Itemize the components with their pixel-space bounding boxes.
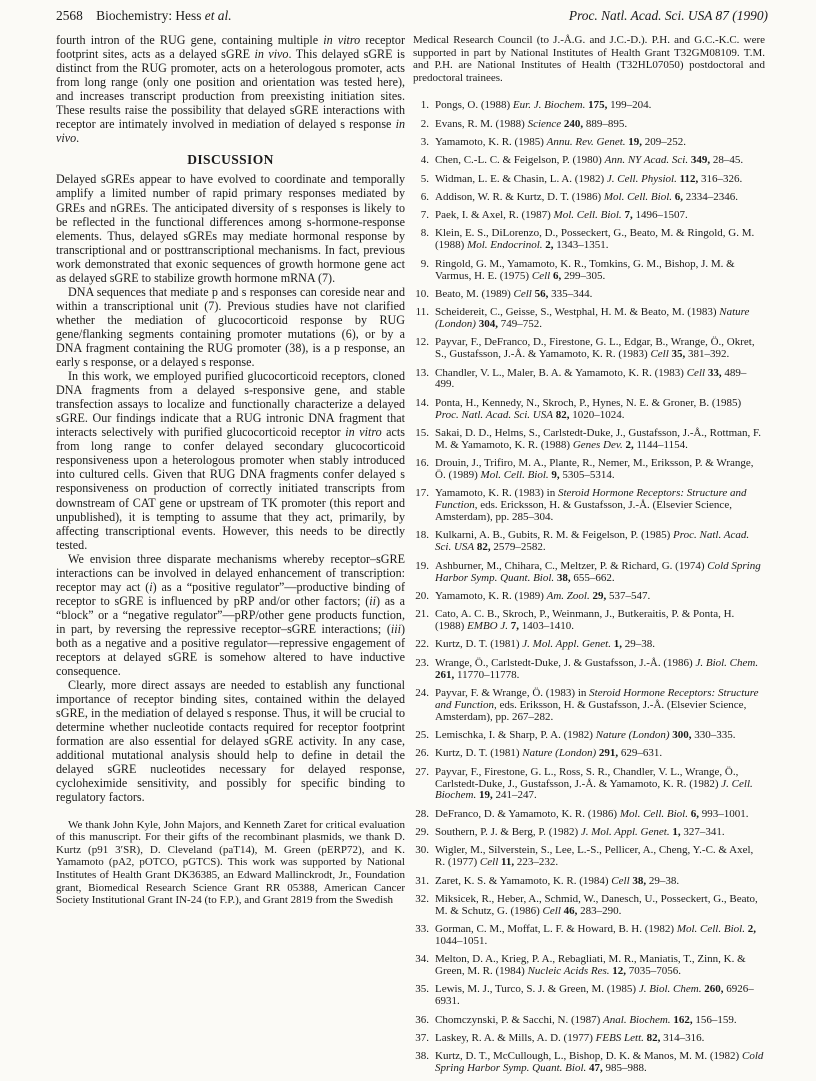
reference-number: 12.: [415, 336, 429, 349]
reference-pages: 314–316.: [660, 1031, 705, 1044]
reference-volume: 19,: [625, 135, 643, 148]
reference-pages: 156–159.: [692, 1013, 737, 1026]
reference-journal: Annu. Rev. Genet.: [546, 135, 626, 148]
reference-journal: Mol. Cell. Biol.: [553, 209, 622, 222]
reference-item: [413, 210, 765, 222]
reference-number: 30.: [415, 844, 429, 857]
reference-number: 31.: [415, 874, 429, 887]
reference-number: 17.: [415, 487, 429, 500]
acknowledgment: We thank John Kyle, John Majors, and Kenneth Zaret for critical evaluation of this manuscript. For their gifts of the recombinant plasmids, we thank D. Kurtz (p91 3′SR), D. Cleveland (paT14), M. Green (pERP72), and K. Yamamoto (pA2, pOTCO, pGTCS). This work was supported by National Institutes of Health Grant DK36385, an Edward Mallinckrodt, Jr., Foundation grant, Biomedical Research Science Grant RR 05388, American Cancer Society Institutional Grant IN-24 (to F.P.), and Grant 2819 from the Swedish: [56, 818, 405, 907]
reference-volume: 261,: [435, 668, 455, 681]
reference-journal: Cold Spring Harbor Symp. Quant. Biol.: [435, 1050, 764, 1075]
reference-journal: Eur. J. Biochem.: [512, 99, 586, 112]
reference-pages: 7035–7056.: [626, 965, 682, 978]
reference-authors: Chen, C.-L. C. & Feigelson, P. (1980): [435, 154, 605, 167]
reference-pages: 209–252.: [642, 135, 687, 148]
reference-item: [413, 876, 765, 888]
reference-authors: Addison, W. R. & Kurtz, D. T. (1986): [435, 190, 604, 203]
reference-number: 4.: [420, 154, 429, 167]
reference-journal: Nature (London): [522, 747, 597, 760]
reference-number: 16.: [415, 457, 429, 470]
reference-journal: Proc. Natl. Acad. Sci. USA: [435, 408, 553, 421]
reference-number: 14.: [415, 396, 429, 409]
reference-number: 9.: [420, 257, 429, 270]
reference-journal: Cold Spring Harbor Symp. Quant. Biol.: [435, 559, 761, 584]
reference-pages: 28–45.: [710, 154, 744, 167]
reference-pages: 335–344.: [548, 287, 593, 300]
reference-volume: 7,: [621, 209, 633, 222]
reference-volume: 19,: [476, 789, 493, 802]
reference-pages: 5305–5314.: [559, 469, 615, 482]
reference-journal: Steroid Hormone Receptors: Structure and Function: [435, 686, 759, 711]
reference-authors: Melton, D. A., Krieg, P. A., Rebagliati, M. R., Maniatis, T., Zinn, K. & Green, M. R. (1984): [435, 953, 746, 978]
reference-pages: 985–988.: [602, 1062, 647, 1075]
reference-journal: J. Cell. Biochem.: [435, 777, 753, 802]
reference-number: 38.: [415, 1050, 429, 1063]
reference-number: 23.: [415, 656, 429, 669]
reference-volume: 1,: [610, 638, 622, 651]
reference-journal: Nucleic Acids Res.: [527, 965, 610, 978]
reference-item: [413, 1015, 765, 1027]
reference-authors: Klein, E. S., DiLorenzo, D., Posseckert, G., Beato, M. & Ringold, G. M. (1988): [435, 227, 755, 252]
reference-number: 21.: [415, 608, 429, 621]
reference-journal: Mol. Cell. Biol.: [619, 807, 688, 820]
reference-volume: 349,: [688, 154, 711, 167]
reference-journal: J. Cell. Physiol.: [606, 172, 677, 185]
reference-number: 27.: [415, 765, 429, 778]
reference-item: [413, 137, 765, 149]
reference-journal: Cell: [479, 856, 499, 869]
reference-pages: 327–341.: [680, 826, 725, 838]
reference-volume: 82,: [552, 408, 570, 421]
reference-number: 37.: [415, 1031, 429, 1044]
reference-pages: 381–392.: [685, 348, 730, 361]
intro-paragraph: fourth intron of the RUG gene, containing multiple in vitro receptor footprint sites, acts as a delayed sGRE in vivo. This delayed sGRE is distinct from the RUG promoter, acts on a heterologous promoter, acts from long range (only one position and orientation was tested here), and increases transcript production from preexisting initiation sites. These results raise the possibility that delayed sGRE interactions with receptor are intimately involved in mediation of delayed s response in vivo.: [56, 33, 405, 146]
reference-authors: Southern, P. J. & Berg, P. (1982): [435, 826, 581, 838]
reference-volume: 291,: [596, 747, 619, 760]
reference-volume: 304,: [475, 318, 498, 331]
reference-volume: 46,: [560, 904, 578, 917]
reference-authors: Ringold, G. M., Yamamoto, K. R., Tomkins, G. M., Bishop, J. M. & Varmus, H. E. (1975): [435, 257, 735, 282]
reference-pages: 299–305.: [561, 269, 606, 282]
reference-number: 29.: [415, 826, 429, 838]
reference-authors: Lewis, M. J., Turco, S. J. & Green, M. (1985): [435, 983, 639, 996]
reference-authors: Yamamoto, K. R. (1983) in: [435, 487, 558, 500]
reference-journal: Nature (London): [435, 306, 750, 331]
reference-number: 15.: [415, 426, 429, 439]
reference-pages: 6926–6931.: [435, 983, 754, 1008]
reference-authors: Miksicek, R., Heber, A., Schmid, W., Danesch, U., Posseckert, G., Beato, M. & Schutz, G. (1986): [435, 892, 758, 917]
reference-pages: 655–662.: [570, 571, 615, 584]
reference-pages: 316–326.: [698, 172, 743, 185]
reference-authors: Kurtz, D. T., McCullough, L., Bishop, D. K. & Manos, M. M. (1982): [435, 1050, 742, 1063]
reference-number: 19.: [415, 559, 429, 572]
reference-journal: Cell: [513, 287, 532, 300]
reference-item: [413, 591, 765, 603]
reference-journal: Am. Zool.: [546, 589, 590, 602]
reference-authors: Kulkarni, A. B., Gubits, R. M. & Feigelson, P. (1985): [435, 529, 674, 542]
reference-item: [413, 809, 765, 821]
reference-pages: 1044–1051.: [435, 934, 488, 947]
running-header: [56, 8, 768, 28]
reference-authors: Widman, L. E. & Chasin, L. A. (1982): [435, 172, 607, 185]
reference-pages: 1403–1410.: [519, 620, 575, 633]
reference-number: 22.: [415, 638, 429, 651]
reference-journal: Mol. Cell. Biol.: [480, 469, 549, 482]
reference-pages: 29–38.: [646, 874, 680, 887]
reference-volume: 33,: [705, 366, 722, 379]
reference-volume: 38,: [554, 571, 571, 584]
reference-authors: Chomczynski, P. & Sacchi, N. (1987): [435, 1013, 604, 1026]
reference-number: 6.: [420, 190, 429, 203]
reference-item: [413, 337, 765, 361]
reference-journal: Genes Dev.: [572, 438, 623, 451]
reference-authors: Kurtz, D. T. (1981): [435, 747, 523, 760]
reference-item: [413, 639, 765, 651]
reference-number: 32.: [415, 892, 429, 905]
reference-volume: 2,: [744, 923, 756, 935]
reference-item: [413, 845, 765, 869]
reference-journal: Cell: [611, 874, 630, 887]
reference-pages: 993–1001.: [699, 807, 749, 820]
reference-number: 5.: [420, 172, 429, 185]
reference-volume: 260,: [701, 983, 724, 996]
discussion-paragraph-2: DNA sequences that mediate p and s responses can coreside near and within a transcriptional unit (7). Previous studies have not clarified whether the mediation of glucocorticoid response by RUG gene/flanking segments containing promoter mutations (6), or by a DNA fragment containing the RUG promoter (38), is a p response, an early s response, or a delayed s response.: [56, 284, 405, 370]
reference-list: [413, 100, 765, 1075]
reference-volume: 38,: [629, 874, 647, 887]
reference-pages: 749–752.: [497, 318, 542, 331]
reference-volume: 2,: [622, 438, 634, 451]
reference-item: [413, 368, 765, 392]
reference-pages: 629–631.: [618, 747, 663, 760]
reference-journal: Mol. Cell. Biol.: [676, 923, 745, 935]
reference-authors: Gorman, C. M., Moffat, L. F. & Howard, B. H. (1982): [435, 923, 677, 935]
reference-authors: Evans, R. M. (1988): [435, 117, 528, 130]
reference-item: [413, 228, 765, 252]
reference-authors: Pongs, O. (1988): [435, 99, 513, 112]
reference-volume: 162,: [670, 1013, 693, 1026]
reference-number: 11.: [415, 306, 429, 319]
reference-journal: Cell: [686, 366, 706, 379]
reference-pages: 2579–2582.: [490, 541, 546, 554]
reference-number: 24.: [415, 686, 429, 699]
reference-pages: 330–335.: [691, 729, 736, 741]
reference-number: 33.: [415, 923, 429, 935]
reference-authors: Paek, I. & Axel, R. (1987): [435, 209, 554, 222]
reference-pages: 11770–11778.: [454, 668, 520, 681]
reference-authors: Payvar, F., DeFranco, D., Firestone, G. L., Edgar, B., Wrange, Ö., Okret, S., Gustafsson, J.-Å. & Yamamoto, K. R. (1983): [435, 336, 755, 361]
reference-item: [413, 984, 765, 1008]
reference-pages: 489–499.: [435, 366, 747, 391]
discussion-paragraph-3: In this work, we employed purified glucocorticoid receptors, cloned DNA fragments from a delayed s-responsive gene, and stable transfection assays to localize and functionally characterize a delayed sGRE. Our findings indicate that a RUG intronic DNA fragment that interacts selectively with purified glucocorticoid receptor in vitro acts from long range to confer delayed secondary glucocorticoid responsiveness upon a heterologous promoter when stably introduced into cultured cells. Given that RUG DNA fragments confer delayed s responsiveness on production of correctly initiated transcripts from downstream of CAT gene or upstream of TK promoter (this report and unpublished), it is tempting to assume that they act, primarily, by affecting transcriptional events. However, this needs to be directly tested.: [56, 369, 405, 552]
reference-pages: 223–232.: [514, 856, 559, 869]
reference-item: [413, 658, 765, 682]
left-column: [56, 33, 405, 907]
reference-volume: 29,: [589, 589, 607, 602]
reference-volume: 56,: [531, 287, 549, 300]
reference-item: [413, 894, 765, 918]
reference-volume: 300,: [669, 729, 692, 741]
reference-volume: 6,: [550, 269, 562, 282]
reference-volume: 6,: [672, 190, 684, 203]
reference-journal: EMBO J.: [467, 620, 509, 633]
reference-authors: Yamamoto, K. R. (1989): [435, 589, 547, 602]
reference-authors: Lemischka, I. & Sharp, P. A. (1982): [435, 729, 596, 741]
right-column: [413, 33, 765, 1081]
journal-citation: Proc. Natl. Acad. Sci. USA 87 (1990): [568, 8, 768, 23]
reference-item: [413, 954, 765, 978]
reference-item: [413, 289, 765, 301]
reference-pages: , eds. Eriksson, H. & Gustafsson, J.-Å. (Elsevier Science, Amsterdam), pp. 267–282.: [435, 698, 747, 723]
reference-journal: FEBS Lett.: [595, 1031, 644, 1044]
reference-item: [413, 561, 765, 585]
reference-item: [413, 192, 765, 204]
reference-volume: 11,: [498, 856, 515, 869]
reference-volume: 240,: [561, 117, 584, 130]
reference-number: 20.: [415, 589, 429, 602]
discussion-paragraph-1: Delayed sGREs appear to have evolved to coordinate and temporally amplify a limited number of rapid primary responses mediated by GREs and nGREs. The anticipated diversity of s responses is likely to be reflected in the functional differences among s-hormone-response elements. Thus, delayed sGREs may mediate hormonal response by transcriptional and or posttranscriptional mechanisms. In fact, previous work demonstrated that exonic sequences of growth hormone gene act as delayed sGRE to stabilize growth hormone mRNA (7).: [56, 172, 405, 285]
reference-number: 7.: [420, 209, 429, 222]
reference-journal: Cell: [542, 904, 561, 917]
et-al: et al.: [204, 8, 232, 23]
reference-item: [413, 307, 765, 331]
reference-number: 26.: [415, 747, 429, 760]
reference-authors: Ashburner, M., Chihara, C., Meltzer, P. & Richard, G. (1974): [435, 559, 708, 572]
reference-pages: 1496–1507.: [632, 209, 688, 222]
reference-journal: Mol. Endocrinol.: [467, 239, 543, 252]
reference-item: [413, 458, 765, 482]
reference-item: [413, 530, 765, 554]
reference-volume: 35,: [668, 348, 686, 361]
reference-item: [413, 1051, 765, 1075]
reference-journal: Proc. Natl. Acad. Sci. USA: [435, 529, 750, 554]
reference-pages: 1343–1351.: [553, 239, 609, 252]
reference-journal: Anal. Biochem.: [603, 1013, 671, 1026]
page-number: 2568: [56, 8, 83, 23]
reference-pages: 1020–1024.: [569, 408, 625, 421]
reference-volume: 47,: [586, 1062, 603, 1075]
reference-item: [413, 827, 765, 839]
reference-journal: J. Mol. Appl. Genet.: [522, 638, 611, 651]
reference-item: [413, 730, 765, 742]
reference-authors: Drouin, J., Trifiro, M. A., Plante, R., Nemer, M., Eriksson, P. & Wrange, Ö. (1989): [435, 457, 754, 482]
discussion-paragraph-4: We envision three disparate mechanisms whereby receptor–sGRE interactions can be involved in delayed enhancement of transcription: receptor may act (i) as a “positive regulator”—productive binding of receptor to sGRE is influenced by pRP and/or other factors; (ii) as a “block” or a “negative regulator”—pRP/other gene products function, in part, by reversing the repressive receptor–sGRE interactions; (iii) both as a negative and a positive regulator—repressive engagement of receptors at delayed sGRE is somehow altered to have inductive consequence.: [56, 551, 405, 679]
reference-journal: Cell: [531, 269, 551, 282]
reference-volume: 12,: [609, 965, 627, 978]
reference-authors: Payvar, F., Firestone, G. L., Ross, S. R., Chandler, V. L., Wrange, Ö., Carlstedt-Duke, J., Gustafsson, J.-Å. & Yamamoto, K. R. (1982): [435, 765, 739, 790]
reference-number: 36.: [415, 1013, 429, 1026]
reference-number: 28.: [415, 807, 429, 820]
reference-authors: Cato, A. C. B., Skroch, P., Weinmann, J., Butkeraitis, P. & Ponta, H. (1988): [435, 608, 735, 633]
discussion-paragraph-5: Clearly, more direct assays are needed to establish any functional importance of receptor binding sites, contained within the delayed sGRE, in the mediation of delayed s response. Thus, it will be crucial to determine whether nucleotide contacts required for receptor footprint formation are also essential for delayed sGRE activity. In any case, additional mutational analysis should help to define in detail the delayed sGRE nucleotides necessary for delayed response, cycloheximide sensitivity, and possibly for specific binding to regulatory factors.: [56, 678, 405, 805]
reference-journal: J. Biol. Chem.: [638, 983, 702, 996]
reference-item: [413, 609, 765, 633]
reference-authors: Beato, M. (1989): [435, 287, 514, 300]
reference-journal: J. Biol. Chem.: [695, 656, 759, 669]
header-left: [56, 8, 232, 24]
reference-volume: 7,: [508, 620, 520, 633]
reference-pages: 2334–2346.: [683, 190, 739, 203]
reference-authors: Ponta, H., Kennedy, N., Skroch, P., Hynes, N. E. & Groner, B. (1985): [435, 396, 742, 409]
reference-volume: 2,: [542, 239, 554, 252]
reference-journal: Cell: [650, 348, 669, 361]
reference-number: 10.: [415, 287, 429, 300]
reference-pages: , eds. Ericksson, H. & Gustafsson, J.-Å. (Elsevier Science, Amsterdam), pp. 285–304.: [435, 499, 732, 524]
reference-item: [413, 767, 765, 803]
reference-volume: 112,: [676, 172, 699, 185]
reference-pages: 29–38.: [621, 638, 655, 651]
reference-authors: Laskey, R. A. & Mills, A. D. (1977): [435, 1031, 596, 1044]
reference-authors: Kurtz, D. T. (1981): [435, 638, 523, 651]
reference-item: [413, 259, 765, 283]
reference-journal: J. Mol. Appl. Genet.: [580, 826, 670, 838]
reference-number: 3.: [420, 135, 429, 148]
reference-item: [413, 174, 765, 186]
reference-item: [413, 100, 765, 112]
reference-journal: Mol. Cell. Biol.: [603, 190, 673, 203]
reference-authors: Payvar, F. & Wrange, Ö. (1983) in: [435, 686, 590, 699]
reference-item: [413, 428, 765, 452]
reference-item: [413, 688, 765, 724]
reference-item: [413, 155, 765, 167]
reference-pages: 199–204.: [607, 99, 652, 112]
reference-volume: 6,: [688, 807, 699, 820]
reference-volume: 82,: [643, 1031, 661, 1044]
section-authors: Biochemistry: Hess: [96, 8, 205, 23]
reference-number: 18.: [415, 529, 429, 542]
reference-authors: Wigler, M., Silverstein, S., Lee, L.-S., Pellicer, A., Cheng, Y.-C. & Axel, R. (1977): [435, 844, 754, 869]
reference-authors: Sakai, D. D., Helms, S., Carlstedt-Duke, J., Gustafsson, J.-Å., Rottman, F. M. & Yamamoto, K. R. (1988): [435, 426, 762, 451]
reference-authors: Zaret, K. S. & Yamamoto, K. R. (1984): [435, 874, 612, 887]
reference-volume: 9,: [548, 469, 560, 482]
reference-number: 8.: [420, 227, 429, 240]
reference-authors: Chandler, V. L., Maler, B. A. & Yamamoto, K. R. (1983): [435, 366, 687, 379]
acknowledgment-continued: Medical Research Council (to J.-Å.G. and J.C.-D.). P.H. and G.C.-K.C. were supported in part by National Institutes of Health Grant T32GM08109. T.M. and P.H. are National Institutes of Health (T32HL07050) postdoctoral and predoctoral trainees.: [413, 34, 765, 84]
reference-number: 13.: [415, 366, 429, 379]
reference-authors: DeFranco, D. & Yamamoto, K. R. (1986): [435, 807, 620, 820]
reference-item: [413, 398, 765, 422]
reference-number: 35.: [415, 983, 429, 996]
reference-number: 25.: [415, 729, 429, 741]
reference-volume: 1,: [669, 826, 681, 838]
reference-authors: Scheidereit, C., Geisse, S., Westphal, H. M. & Beato, M. (1983): [435, 306, 720, 319]
reference-authors: Wrange, Ö., Carlstedt-Duke, J. & Gustafsson, J.-Å. (1986): [435, 656, 696, 669]
reference-authors: Yamamoto, K. R. (1985): [435, 135, 547, 148]
reference-volume: 175,: [585, 99, 608, 112]
reference-pages: 241–247.: [492, 789, 537, 802]
reference-journal: Science: [527, 117, 562, 130]
reference-item: [413, 488, 765, 524]
discussion-heading: DISCUSSION: [187, 152, 274, 168]
reference-pages: 889–895.: [583, 117, 628, 130]
reference-item: [413, 119, 765, 131]
reference-item: [413, 748, 765, 760]
reference-number: 1.: [420, 99, 429, 112]
reference-number: 2.: [420, 117, 429, 130]
reference-pages: 1144–1154.: [633, 438, 688, 451]
reference-journal: Steroid Hormone Receptors: Structure and Function: [435, 487, 747, 512]
reference-journal: Ann. NY Acad. Sci.: [604, 154, 689, 167]
reference-volume: 82,: [474, 541, 491, 554]
reference-item: [413, 1033, 765, 1045]
reference-item: [413, 924, 765, 948]
reference-journal: Nature (London): [595, 729, 670, 741]
reference-pages: 537–547.: [606, 589, 651, 602]
reference-pages: 283–290.: [577, 904, 622, 917]
reference-number: 34.: [415, 953, 429, 966]
